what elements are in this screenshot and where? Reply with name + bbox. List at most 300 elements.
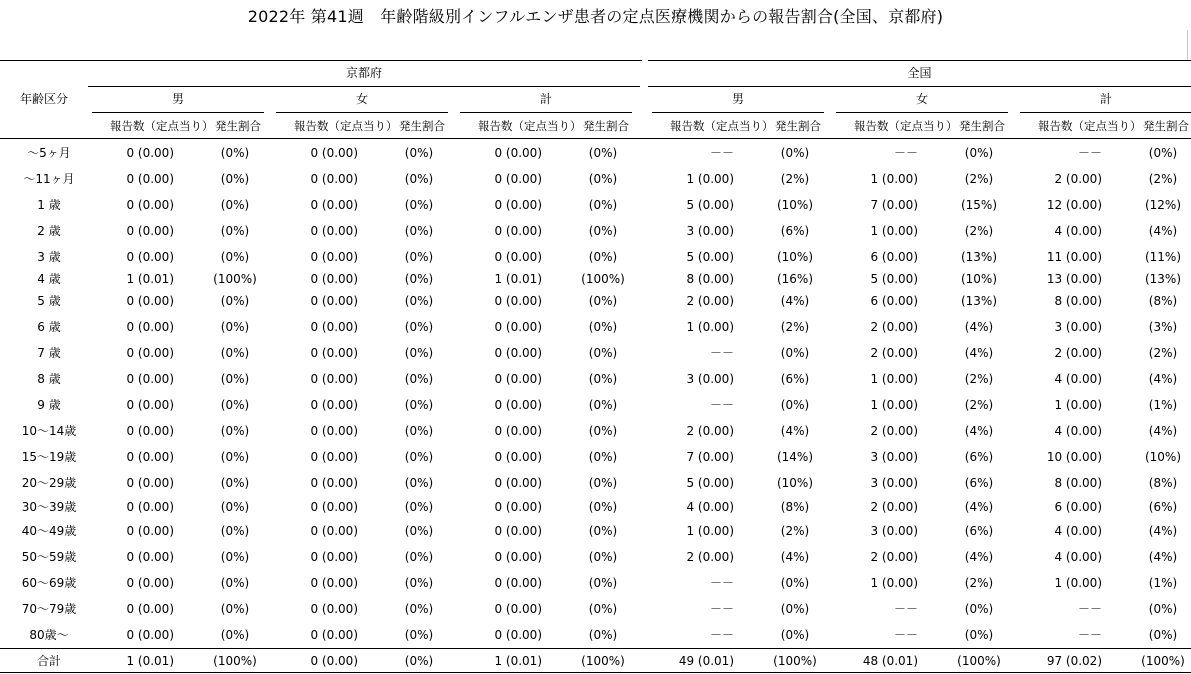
report-count: 2 (0.00) xyxy=(686,550,734,564)
report-count: 0 (0.00) xyxy=(494,320,542,334)
report-count: 0 (0.00) xyxy=(310,146,358,160)
report-count: 0 (0.00) xyxy=(310,602,358,616)
incidence-rate: (0%) xyxy=(404,320,434,334)
incidence-rate: (0%) xyxy=(220,450,250,464)
report-count: 1 (0.00) xyxy=(870,172,918,186)
frame-edge xyxy=(1187,30,1188,60)
incidence-rate: (4%) xyxy=(1148,550,1178,564)
age-label: 10～14歳 xyxy=(21,424,77,438)
report-count: 1 (0.01) xyxy=(126,272,174,286)
age-label: ～11ヶ月 xyxy=(23,172,75,186)
report-count: －－ xyxy=(709,346,734,360)
incidence-rate: (0%) xyxy=(404,476,434,490)
age-label: 60～69歳 xyxy=(21,576,77,590)
report-count: －－ xyxy=(709,398,734,412)
report-count: 2 (0.00) xyxy=(1054,346,1102,360)
incidence-rate: (0%) xyxy=(780,146,810,160)
rule-bottom xyxy=(0,672,1191,673)
report-count: 0 (0.00) xyxy=(494,294,542,308)
incidence-rate: (0%) xyxy=(588,576,618,590)
incidence-rate: (6%) xyxy=(964,524,994,538)
report-count: 1 (0.00) xyxy=(870,224,918,238)
incidence-rate: (0%) xyxy=(220,294,250,308)
total-count: 0 (0.00) xyxy=(310,654,358,668)
incidence-rate: (0%) xyxy=(588,250,618,264)
report-count: 0 (0.00) xyxy=(494,346,542,360)
age-label: ～5ヶ月 xyxy=(27,146,71,160)
subheader-pct: 発生割合 xyxy=(775,119,821,133)
sex-header: 女 xyxy=(355,92,368,106)
incidence-rate: (0%) xyxy=(588,424,618,438)
report-count: －－ xyxy=(893,602,918,616)
report-count: 5 (0.00) xyxy=(870,272,918,286)
age-label: 15～19歳 xyxy=(21,450,77,464)
incidence-rate: (0%) xyxy=(588,320,618,334)
report-count: 5 (0.00) xyxy=(686,250,734,264)
subheader-count: 報告数（定点当り） xyxy=(1038,119,1142,133)
incidence-rate: (0%) xyxy=(1148,602,1178,616)
incidence-rate: (6%) xyxy=(780,224,810,238)
report-count: 7 (0.00) xyxy=(686,450,734,464)
report-count: 0 (0.00) xyxy=(310,172,358,186)
report-count: 0 (0.00) xyxy=(126,424,174,438)
incidence-rate: (4%) xyxy=(780,424,810,438)
incidence-rate: (0%) xyxy=(220,576,250,590)
report-count: 0 (0.00) xyxy=(494,224,542,238)
report-count: －－ xyxy=(1077,602,1102,616)
report-count: 0 (0.00) xyxy=(310,576,358,590)
report-count: 2 (0.00) xyxy=(870,346,918,360)
total-count: 1 (0.01) xyxy=(494,654,542,668)
age-label: 1 歳 xyxy=(37,198,61,212)
report-count: 0 (0.00) xyxy=(126,146,174,160)
age-label: 5 歳 xyxy=(37,294,61,308)
report-count: 2 (0.00) xyxy=(686,294,734,308)
subheader-pct: 発生割合 xyxy=(215,119,261,133)
total-rate: (100%) xyxy=(773,654,817,668)
subheader-pct: 発生割合 xyxy=(583,119,629,133)
report-count: 0 (0.00) xyxy=(126,576,174,590)
report-count: 0 (0.00) xyxy=(126,346,174,360)
total-count: 49 (0.01) xyxy=(678,654,734,668)
incidence-rate: (0%) xyxy=(1148,146,1178,160)
report-count: 0 (0.00) xyxy=(126,450,174,464)
rule-top-right xyxy=(648,60,1191,61)
rule-top-left xyxy=(0,60,642,61)
subheader-count: 報告数（定点当り） xyxy=(294,119,398,133)
incidence-rate: (10%) xyxy=(776,198,814,212)
incidence-rate: (0%) xyxy=(404,500,434,514)
report-count: 0 (0.00) xyxy=(126,250,174,264)
report-count: 0 (0.00) xyxy=(126,476,174,490)
report-count: 0 (0.00) xyxy=(126,372,174,386)
report-count: －－ xyxy=(893,628,918,642)
report-count: 0 (0.00) xyxy=(494,172,542,186)
incidence-rate: (4%) xyxy=(964,320,994,334)
rule-sex-1 xyxy=(276,112,448,113)
report-count: 0 (0.00) xyxy=(494,450,542,464)
age-label: 20～29歳 xyxy=(21,476,77,490)
incidence-rate: (0%) xyxy=(220,224,250,238)
incidence-rate: (11%) xyxy=(1144,250,1182,264)
incidence-rate: (4%) xyxy=(964,500,994,514)
incidence-rate: (0%) xyxy=(220,628,250,642)
incidence-rate: (0%) xyxy=(588,628,618,642)
incidence-rate: (13%) xyxy=(1144,272,1182,286)
incidence-rate: (0%) xyxy=(404,424,434,438)
sex-header: 計 xyxy=(1099,92,1112,106)
incidence-rate: (0%) xyxy=(964,146,994,160)
incidence-rate: (13%) xyxy=(960,294,998,308)
report-count: 6 (0.00) xyxy=(870,294,918,308)
report-count: －－ xyxy=(1077,628,1102,642)
incidence-rate: (0%) xyxy=(220,320,250,334)
report-count: 0 (0.00) xyxy=(310,346,358,360)
incidence-rate: (10%) xyxy=(776,476,814,490)
incidence-rate: (2%) xyxy=(964,172,994,186)
incidence-rate: (0%) xyxy=(404,224,434,238)
report-count: 0 (0.00) xyxy=(310,550,358,564)
total-rate: (100%) xyxy=(957,654,1001,668)
report-count: 13 (0.00) xyxy=(1046,272,1102,286)
region-header-national: 全国 xyxy=(907,66,932,80)
incidence-rate: (0%) xyxy=(404,172,434,186)
incidence-rate: (4%) xyxy=(1148,524,1178,538)
sex-header: 男 xyxy=(171,92,184,106)
incidence-rate: (0%) xyxy=(404,628,434,642)
age-label: 30～39歳 xyxy=(21,500,77,514)
rule-sex-0 xyxy=(92,112,264,113)
incidence-rate: (0%) xyxy=(588,550,618,564)
report-count: 0 (0.00) xyxy=(494,602,542,616)
report-count: 0 (0.00) xyxy=(126,500,174,514)
report-count: 0 (0.00) xyxy=(310,320,358,334)
incidence-rate: (0%) xyxy=(588,476,618,490)
report-count: 0 (0.00) xyxy=(494,424,542,438)
report-count: 2 (0.00) xyxy=(1054,172,1102,186)
incidence-rate: (0%) xyxy=(1148,628,1178,642)
incidence-rate: (0%) xyxy=(404,146,434,160)
incidence-rate: (0%) xyxy=(588,294,618,308)
report-count: 0 (0.00) xyxy=(310,372,358,386)
incidence-rate: (1%) xyxy=(1148,576,1178,590)
incidence-rate: (0%) xyxy=(780,398,810,412)
report-count: 1 (0.00) xyxy=(1054,398,1102,412)
incidence-rate: (12%) xyxy=(1144,198,1182,212)
report-count: －－ xyxy=(1077,146,1102,160)
report-count: 4 (0.00) xyxy=(1054,224,1102,238)
incidence-rate: (10%) xyxy=(776,250,814,264)
report-count: 0 (0.00) xyxy=(126,294,174,308)
report-count: 4 (0.00) xyxy=(1054,372,1102,386)
page-title: 2022年 第41週 年齢階級別インフルエンザ患者の定点医療機関からの報告割合(全国、京都府) xyxy=(247,7,944,26)
rule-sex-3 xyxy=(652,112,824,113)
incidence-rate: (3%) xyxy=(1148,320,1178,334)
age-label: 2 歳 xyxy=(37,224,61,238)
age-label: 80歳～ xyxy=(29,628,69,642)
report-count: 5 (0.00) xyxy=(686,476,734,490)
total-count: 48 (0.01) xyxy=(862,654,918,668)
incidence-rate: (0%) xyxy=(404,250,434,264)
report-count: 0 (0.00) xyxy=(494,550,542,564)
incidence-rate: (0%) xyxy=(780,576,810,590)
total-count: 1 (0.01) xyxy=(126,654,174,668)
incidence-rate: (0%) xyxy=(964,602,994,616)
report-count: 0 (0.00) xyxy=(310,224,358,238)
age-label: 8 歳 xyxy=(37,372,61,386)
age-label: 9 歳 xyxy=(37,398,61,412)
report-count: 10 (0.00) xyxy=(1046,450,1102,464)
subheader-pct: 発生割合 xyxy=(1143,119,1189,133)
incidence-rate: (0%) xyxy=(588,524,618,538)
report-count: 2 (0.00) xyxy=(870,320,918,334)
rule-region-kyoto xyxy=(88,86,640,87)
incidence-rate: (2%) xyxy=(780,524,810,538)
incidence-rate: (13%) xyxy=(960,250,998,264)
report-count: 0 (0.00) xyxy=(310,250,358,264)
report-count: 0 (0.00) xyxy=(310,628,358,642)
incidence-rate: (0%) xyxy=(588,450,618,464)
incidence-rate: (8%) xyxy=(1148,294,1178,308)
incidence-rate: (100%) xyxy=(581,272,625,286)
incidence-rate: (2%) xyxy=(780,172,810,186)
report-count: 2 (0.00) xyxy=(870,500,918,514)
incidence-rate: (10%) xyxy=(960,272,998,286)
incidence-rate: (0%) xyxy=(220,146,250,160)
age-label: 7 歳 xyxy=(37,346,61,360)
report-count: 0 (0.00) xyxy=(310,500,358,514)
incidence-rate: (0%) xyxy=(404,602,434,616)
rule-sex-2 xyxy=(460,112,632,113)
report-count: 0 (0.00) xyxy=(494,146,542,160)
report-count: 8 (0.00) xyxy=(686,272,734,286)
age-label: 6 歳 xyxy=(37,320,61,334)
incidence-rate: (4%) xyxy=(964,346,994,360)
report-count: 7 (0.00) xyxy=(870,198,918,212)
incidence-rate: (4%) xyxy=(964,424,994,438)
report-count: －－ xyxy=(709,602,734,616)
incidence-rate: (0%) xyxy=(220,398,250,412)
sex-header: 男 xyxy=(731,92,744,106)
report-count: 4 (0.00) xyxy=(1054,550,1102,564)
report-count: 3 (0.00) xyxy=(870,524,918,538)
incidence-rate: (0%) xyxy=(588,198,618,212)
report-count: 4 (0.00) xyxy=(686,500,734,514)
incidence-rate: (6%) xyxy=(780,372,810,386)
incidence-rate: (0%) xyxy=(780,346,810,360)
report-count: －－ xyxy=(709,628,734,642)
report-count: 0 (0.00) xyxy=(494,524,542,538)
report-count: 1 (0.00) xyxy=(870,398,918,412)
report-count: 0 (0.00) xyxy=(494,250,542,264)
incidence-rate: (2%) xyxy=(964,372,994,386)
report-count: 1 (0.00) xyxy=(686,524,734,538)
report-count: 5 (0.00) xyxy=(686,198,734,212)
incidence-rate: (4%) xyxy=(964,550,994,564)
region-header-kyoto: 京都府 xyxy=(345,66,382,80)
sex-header: 女 xyxy=(915,92,928,106)
incidence-rate: (4%) xyxy=(780,294,810,308)
rule-sex-5 xyxy=(1020,112,1191,113)
rule-region-national xyxy=(648,86,1191,87)
report-count: 0 (0.00) xyxy=(310,450,358,464)
incidence-rate: (0%) xyxy=(220,424,250,438)
incidence-rate: (2%) xyxy=(964,576,994,590)
incidence-rate: (0%) xyxy=(220,198,250,212)
report-count: 0 (0.00) xyxy=(126,320,174,334)
incidence-rate: (10%) xyxy=(1144,450,1182,464)
incidence-rate: (0%) xyxy=(404,398,434,412)
subheader-count: 報告数（定点当り） xyxy=(854,119,958,133)
incidence-rate: (0%) xyxy=(220,550,250,564)
incidence-rate: (0%) xyxy=(404,550,434,564)
incidence-rate: (0%) xyxy=(404,576,434,590)
report-count: 0 (0.00) xyxy=(126,628,174,642)
report-count: 0 (0.00) xyxy=(126,550,174,564)
incidence-rate: (0%) xyxy=(588,224,618,238)
incidence-rate: (6%) xyxy=(964,476,994,490)
incidence-rate: (0%) xyxy=(588,146,618,160)
incidence-rate: (4%) xyxy=(780,550,810,564)
report-count: 1 (0.00) xyxy=(870,576,918,590)
incidence-rate: (1%) xyxy=(1148,398,1178,412)
report-count: 0 (0.00) xyxy=(494,628,542,642)
age-label: 3 歳 xyxy=(37,250,61,264)
incidence-rate: (0%) xyxy=(964,628,994,642)
incidence-rate: (0%) xyxy=(220,372,250,386)
incidence-rate: (0%) xyxy=(404,524,434,538)
subheader-count: 報告数（定点当り） xyxy=(478,119,582,133)
incidence-rate: (6%) xyxy=(964,450,994,464)
incidence-rate: (0%) xyxy=(220,602,250,616)
incidence-rate: (0%) xyxy=(588,372,618,386)
report-count: 0 (0.00) xyxy=(126,602,174,616)
incidence-rate: (0%) xyxy=(588,172,618,186)
report-count: 8 (0.00) xyxy=(1054,294,1102,308)
report-count: 0 (0.00) xyxy=(126,224,174,238)
total-rate: (100%) xyxy=(1141,654,1185,668)
rule-header-bottom xyxy=(0,138,1191,139)
report-count: 4 (0.00) xyxy=(1054,424,1102,438)
report-count: 1 (0.00) xyxy=(686,172,734,186)
report-count: 0 (0.00) xyxy=(126,524,174,538)
report-count: 0 (0.00) xyxy=(126,398,174,412)
report-count: 2 (0.00) xyxy=(686,424,734,438)
incidence-rate: (2%) xyxy=(964,224,994,238)
incidence-rate: (16%) xyxy=(776,272,814,286)
report-count: －－ xyxy=(709,146,734,160)
incidence-rate: (0%) xyxy=(404,450,434,464)
report-count: 4 (0.00) xyxy=(1054,524,1102,538)
report-count: 0 (0.00) xyxy=(126,198,174,212)
incidence-rate: (0%) xyxy=(588,398,618,412)
total-label: 合計 xyxy=(36,654,61,668)
incidence-rate: (0%) xyxy=(404,272,434,286)
report-count: 3 (0.00) xyxy=(870,450,918,464)
report-count: 0 (0.00) xyxy=(310,294,358,308)
incidence-rate: (2%) xyxy=(1148,346,1178,360)
incidence-rate: (0%) xyxy=(780,602,810,616)
sex-header: 計 xyxy=(539,92,552,106)
report-count: 6 (0.00) xyxy=(1054,500,1102,514)
report-count: －－ xyxy=(893,146,918,160)
total-rate: (100%) xyxy=(213,654,257,668)
rule-sex-4 xyxy=(836,112,1008,113)
report-count: 0 (0.00) xyxy=(494,476,542,490)
incidence-rate: (0%) xyxy=(588,500,618,514)
incidence-rate: (4%) xyxy=(1148,424,1178,438)
report-count: 1 (0.00) xyxy=(686,320,734,334)
age-label: 70～79歳 xyxy=(21,602,77,616)
report-count: 0 (0.00) xyxy=(310,398,358,412)
incidence-rate: (100%) xyxy=(213,272,257,286)
report-count: 3 (0.00) xyxy=(1054,320,1102,334)
incidence-rate: (15%) xyxy=(960,198,998,212)
total-count: 97 (0.02) xyxy=(1046,654,1102,668)
report-count: 3 (0.00) xyxy=(686,372,734,386)
row-header-label: 年齢区分 xyxy=(19,92,68,106)
report-count: 0 (0.00) xyxy=(494,576,542,590)
incidence-rate: (2%) xyxy=(1148,172,1178,186)
incidence-rate: (0%) xyxy=(404,372,434,386)
incidence-rate: (0%) xyxy=(220,500,250,514)
incidence-rate: (2%) xyxy=(964,398,994,412)
incidence-rate: (0%) xyxy=(220,346,250,360)
report-count: 12 (0.00) xyxy=(1046,198,1102,212)
report-count: －－ xyxy=(709,576,734,590)
subheader-pct: 発生割合 xyxy=(399,119,445,133)
subheader-count: 報告数（定点当り） xyxy=(110,119,214,133)
incidence-rate: (0%) xyxy=(220,476,250,490)
report-count: 0 (0.00) xyxy=(310,524,358,538)
report-count: 0 (0.00) xyxy=(310,476,358,490)
total-rate: (100%) xyxy=(581,654,625,668)
report-count: 2 (0.00) xyxy=(870,424,918,438)
incidence-rate: (8%) xyxy=(780,500,810,514)
incidence-rate: (4%) xyxy=(1148,224,1178,238)
age-label: 50～59歳 xyxy=(21,550,77,564)
rule-total-top xyxy=(0,648,1191,649)
report-count: 0 (0.00) xyxy=(494,398,542,412)
incidence-rate: (0%) xyxy=(404,294,434,308)
subheader-pct: 発生割合 xyxy=(959,119,1005,133)
incidence-rate: (8%) xyxy=(1148,476,1178,490)
incidence-rate: (0%) xyxy=(220,172,250,186)
incidence-rate: (0%) xyxy=(220,524,250,538)
incidence-rate: (0%) xyxy=(588,602,618,616)
report-count: 1 (0.00) xyxy=(870,372,918,386)
report-count: 0 (0.00) xyxy=(310,272,358,286)
subheader-count: 報告数（定点当り） xyxy=(670,119,774,133)
age-label: 40～49歳 xyxy=(21,524,77,538)
report-count: 1 (0.01) xyxy=(494,272,542,286)
report-count: 3 (0.00) xyxy=(686,224,734,238)
incidence-rate: (6%) xyxy=(1148,500,1178,514)
report-count: 0 (0.00) xyxy=(494,372,542,386)
incidence-rate: (0%) xyxy=(588,346,618,360)
report-count: 6 (0.00) xyxy=(870,250,918,264)
report-count: 0 (0.00) xyxy=(126,172,174,186)
incidence-rate: (14%) xyxy=(776,450,814,464)
report-count: 0 (0.00) xyxy=(310,424,358,438)
total-rate: (0%) xyxy=(404,654,434,668)
report-count: 11 (0.00) xyxy=(1046,250,1102,264)
incidence-rate: (4%) xyxy=(1148,372,1178,386)
incidence-rate: (0%) xyxy=(780,628,810,642)
report-count: 0 (0.00) xyxy=(310,198,358,212)
report-count: 1 (0.00) xyxy=(1054,576,1102,590)
incidence-rate: (2%) xyxy=(780,320,810,334)
